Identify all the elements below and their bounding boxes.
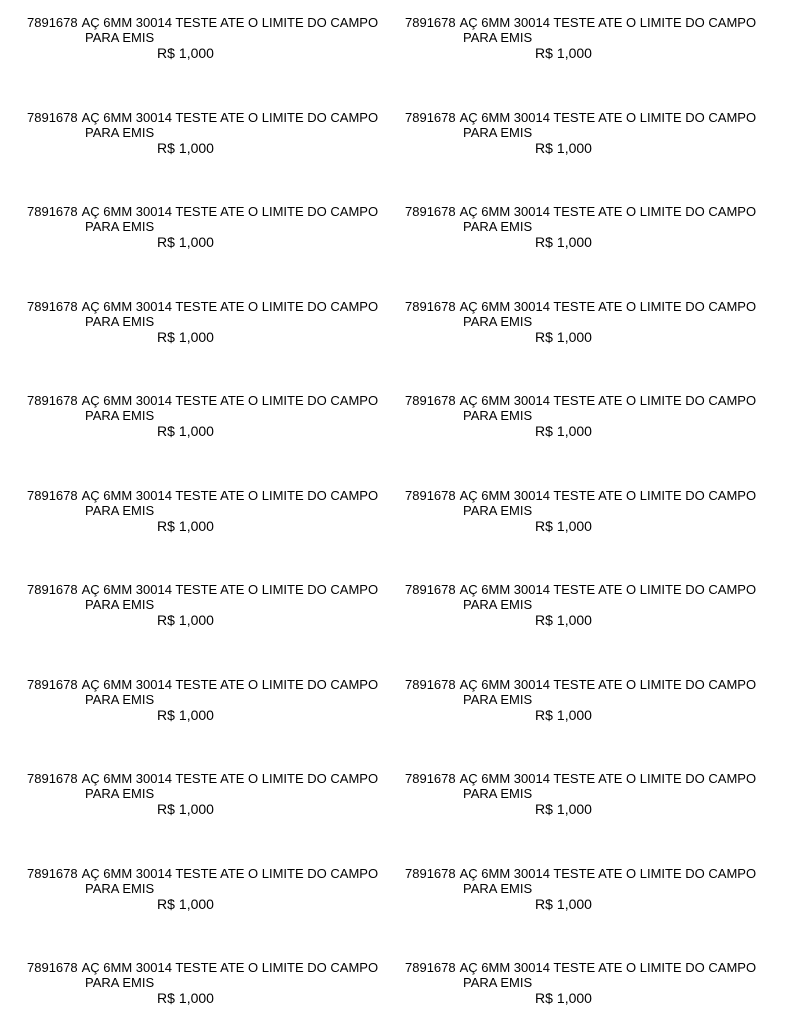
currency-symbol: R$ [157,423,175,439]
price-value: 1,000 [178,612,214,628]
price [535,330,592,345]
currency-symbol: R$ [535,990,553,1006]
price [157,991,214,1006]
price-value: 1,000 [178,896,214,912]
price-value: 1,000 [178,45,214,61]
price-label [27,393,405,453]
label-line-1 [27,771,378,786]
label-line-1 [405,204,756,219]
currency-symbol: R$ [157,234,175,250]
product-description-line-2: PARA EMIS [463,692,533,707]
product-description-line-2: PARA EMIS [463,314,533,329]
currency-symbol: R$ [535,234,553,250]
product-description-line-2: PARA EMIS [463,786,533,801]
price-label [405,393,783,453]
label-line-1 [405,960,756,975]
product-description-line-2: PARA EMIS [463,125,533,140]
product-description-line-1: AÇ 6MM 30014 TESTE ATE O LIMITE DO CAMPO [81,393,379,408]
price [535,897,592,912]
product-code: 7891678 [405,15,456,30]
product-description-line-1: AÇ 6MM 30014 TESTE ATE O LIMITE DO CAMPO [81,771,379,786]
currency-symbol: R$ [535,612,553,628]
product-description-line-1: AÇ 6MM 30014 TESTE ATE O LIMITE DO CAMPO [81,677,379,692]
product-description-line-1: AÇ 6MM 30014 TESTE ATE O LIMITE DO CAMPO [459,299,757,314]
label-line-1 [27,866,378,881]
product-code: 7891678 [27,771,78,786]
product-description-line-2: PARA EMIS [85,692,155,707]
product-description-line-1: AÇ 6MM 30014 TESTE ATE O LIMITE DO CAMPO [459,677,757,692]
price-label [27,110,405,170]
product-description-line-2: PARA EMIS [85,219,155,234]
price-value: 1,000 [178,234,214,250]
product-description-line-2: PARA EMIS [463,881,533,896]
product-code: 7891678 [27,110,78,125]
currency-symbol: R$ [535,423,553,439]
price-value: 1,000 [556,423,592,439]
currency-symbol: R$ [535,140,553,156]
product-description-line-2: PARA EMIS [85,975,155,990]
product-description-line-1: AÇ 6MM 30014 TESTE ATE O LIMITE DO CAMPO [81,582,379,597]
price [535,424,592,439]
product-code: 7891678 [27,204,78,219]
product-code: 7891678 [405,677,456,692]
price-label [405,960,783,1020]
product-description-line-1: AÇ 6MM 30014 TESTE ATE O LIMITE DO CAMPO [459,110,757,125]
product-description-line-2: PARA EMIS [85,786,155,801]
price-value: 1,000 [178,329,214,345]
product-description-line-2: PARA EMIS [85,314,155,329]
product-description-line-1: AÇ 6MM 30014 TESTE ATE O LIMITE DO CAMPO [459,960,757,975]
product-description-line-2: PARA EMIS [85,125,155,140]
currency-symbol: R$ [157,45,175,61]
currency-symbol: R$ [157,140,175,156]
price-label [405,582,783,642]
currency-symbol: R$ [157,801,175,817]
product-description-line-1: AÇ 6MM 30014 TESTE ATE O LIMITE DO CAMPO [81,866,379,881]
product-description-line-1: AÇ 6MM 30014 TESTE ATE O LIMITE DO CAMPO [459,204,757,219]
price-label [405,204,783,264]
price [157,613,214,628]
price [535,141,592,156]
price-label [405,299,783,359]
currency-symbol: R$ [535,896,553,912]
price-label [27,15,405,75]
price [535,991,592,1006]
currency-symbol: R$ [157,612,175,628]
price-value: 1,000 [556,234,592,250]
label-line-1 [27,110,378,125]
price [535,235,592,250]
price-label [27,299,405,359]
product-description-line-2: PARA EMIS [463,408,533,423]
product-description-line-2: PARA EMIS [85,30,155,45]
label-line-1 [405,866,756,881]
price [157,424,214,439]
product-description-line-2: PARA EMIS [85,408,155,423]
currency-symbol: R$ [157,707,175,723]
price-value: 1,000 [556,707,592,723]
price [157,235,214,250]
label-line-1 [27,960,378,975]
label-line-1 [27,582,378,597]
product-code: 7891678 [405,299,456,314]
price-value: 1,000 [178,990,214,1006]
product-description-line-1: AÇ 6MM 30014 TESTE ATE O LIMITE DO CAMPO [459,488,757,503]
price-label [405,488,783,548]
price-label [27,204,405,264]
label-line-1 [405,393,756,408]
currency-symbol: R$ [157,896,175,912]
label-line-1 [27,677,378,692]
product-code: 7891678 [405,204,456,219]
price-value: 1,000 [178,140,214,156]
price [535,519,592,534]
product-code: 7891678 [405,488,456,503]
product-description-line-2: PARA EMIS [463,597,533,612]
label-line-1 [405,15,756,30]
product-code: 7891678 [405,771,456,786]
product-description-line-1: AÇ 6MM 30014 TESTE ATE O LIMITE DO CAMPO [459,393,757,408]
price-value: 1,000 [556,140,592,156]
price-label [27,866,405,926]
label-line-1 [27,15,378,30]
price [535,802,592,817]
price [157,802,214,817]
price-value: 1,000 [556,518,592,534]
product-code: 7891678 [405,110,456,125]
product-description-line-1: AÇ 6MM 30014 TESTE ATE O LIMITE DO CAMPO [81,204,379,219]
product-description-line-2: PARA EMIS [463,975,533,990]
currency-symbol: R$ [535,801,553,817]
product-description-line-2: PARA EMIS [463,503,533,518]
price-value: 1,000 [178,518,214,534]
price-value: 1,000 [556,990,592,1006]
product-code: 7891678 [405,866,456,881]
price [535,613,592,628]
price-value: 1,000 [556,801,592,817]
product-code: 7891678 [405,393,456,408]
label-line-1 [27,488,378,503]
label-line-1 [405,299,756,314]
currency-symbol: R$ [535,45,553,61]
product-description-line-2: PARA EMIS [463,30,533,45]
product-description-line-1: AÇ 6MM 30014 TESTE ATE O LIMITE DO CAMPO [81,960,379,975]
price-label [405,15,783,75]
price [157,141,214,156]
price-label [27,677,405,737]
currency-symbol: R$ [535,329,553,345]
currency-symbol: R$ [535,707,553,723]
currency-symbol: R$ [157,990,175,1006]
label-line-1 [405,677,756,692]
label-line-1 [27,393,378,408]
product-description-line-1: AÇ 6MM 30014 TESTE ATE O LIMITE DO CAMPO [81,299,379,314]
currency-symbol: R$ [157,329,175,345]
price-label [27,771,405,831]
product-description-line-1: AÇ 6MM 30014 TESTE ATE O LIMITE DO CAMPO [459,582,757,597]
price [157,519,214,534]
product-description-line-1: AÇ 6MM 30014 TESTE ATE O LIMITE DO CAMPO [81,15,379,30]
price-label [27,960,405,1020]
product-description-line-2: PARA EMIS [85,881,155,896]
label-line-1 [405,771,756,786]
price-value: 1,000 [556,329,592,345]
product-code: 7891678 [27,488,78,503]
price-label [405,110,783,170]
price [535,708,592,723]
label-line-1 [405,110,756,125]
product-description-line-1: AÇ 6MM 30014 TESTE ATE O LIMITE DO CAMPO [81,488,379,503]
price [157,897,214,912]
price-value: 1,000 [178,801,214,817]
product-description-line-2: PARA EMIS [85,597,155,612]
product-code: 7891678 [405,582,456,597]
product-code: 7891678 [27,960,78,975]
price-label [405,771,783,831]
price-value: 1,000 [556,612,592,628]
product-code: 7891678 [27,866,78,881]
price [157,46,214,61]
price-value: 1,000 [178,423,214,439]
currency-symbol: R$ [157,518,175,534]
product-description-line-1: AÇ 6MM 30014 TESTE ATE O LIMITE DO CAMPO [459,866,757,881]
price [157,708,214,723]
price-label [27,582,405,642]
currency-symbol: R$ [535,518,553,534]
product-description-line-2: PARA EMIS [85,503,155,518]
product-code: 7891678 [27,677,78,692]
product-code: 7891678 [405,960,456,975]
product-description-line-1: AÇ 6MM 30014 TESTE ATE O LIMITE DO CAMPO [459,15,757,30]
product-code: 7891678 [27,582,78,597]
price-value: 1,000 [178,707,214,723]
price-value: 1,000 [556,896,592,912]
price-value: 1,000 [556,45,592,61]
product-description-line-1: AÇ 6MM 30014 TESTE ATE O LIMITE DO CAMPO [459,771,757,786]
product-code: 7891678 [27,15,78,30]
label-line-1 [405,582,756,597]
product-description-line-2: PARA EMIS [463,219,533,234]
price-label [405,866,783,926]
price [157,330,214,345]
product-code: 7891678 [27,299,78,314]
label-line-1 [405,488,756,503]
product-code: 7891678 [27,393,78,408]
label-line-1 [27,299,378,314]
price [535,46,592,61]
label-line-1 [27,204,378,219]
price-label [405,677,783,737]
price-label [27,488,405,548]
product-description-line-1: AÇ 6MM 30014 TESTE ATE O LIMITE DO CAMPO [81,110,379,125]
